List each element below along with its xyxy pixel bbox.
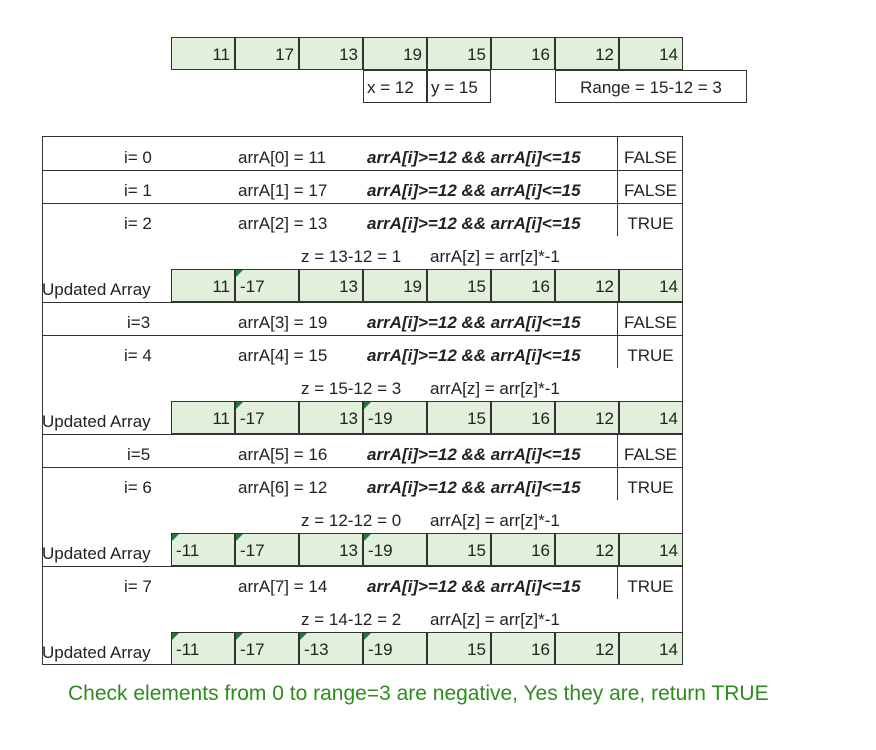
array-cell: 14	[619, 37, 683, 70]
x-value-box: x = 12	[363, 70, 427, 103]
condition-text: arrA[i]>=12 && arrA[i]<=15	[367, 445, 581, 464]
negate-assignment: arrA[z] = arr[z]*-1	[430, 247, 560, 266]
array-cell: 12	[555, 401, 619, 434]
array-cell: 14	[619, 401, 683, 434]
result-value: TRUE	[627, 577, 674, 596]
iteration-label: i= 1	[124, 181, 152, 200]
result-value: FALSE	[624, 445, 677, 464]
array-cell-negated: -13	[299, 632, 363, 665]
condition-text: arrA[i]>=12 && arrA[i]<=15	[367, 313, 581, 332]
condition-text: arrA[i]>=12 && arrA[i]<=15	[367, 214, 581, 233]
iteration-label: i= 6	[124, 478, 152, 497]
negate-assignment: arrA[z] = arr[z]*-1	[430, 511, 560, 530]
array-cell: 16	[491, 269, 555, 302]
array-cell: 13	[299, 269, 363, 302]
result-value: TRUE	[627, 214, 674, 233]
array-cell-negated: -17	[235, 401, 299, 434]
array-cell-negated: -17	[235, 269, 299, 302]
array-cell: 16	[491, 533, 555, 566]
array-cell: 12	[555, 269, 619, 302]
result-value: FALSE	[624, 181, 677, 200]
negate-assignment: arrA[z] = arr[z]*-1	[430, 379, 560, 398]
array-cell: 19	[363, 269, 427, 302]
array-cell-negated: -19	[363, 401, 427, 434]
conclusion-text: Check elements from 0 to range=3 are negative, Yes they are, return TRUE	[68, 682, 769, 705]
array-cell: 13	[299, 533, 363, 566]
array-cell: 17	[235, 37, 299, 70]
array-cell: 11	[171, 37, 235, 70]
z-calc: z = 14-12 = 2	[301, 610, 402, 629]
element-expr: arrA[1] = 17	[238, 181, 328, 200]
condition-text: arrA[i]>=12 && arrA[i]<=15	[367, 181, 581, 200]
y-value-box: y = 15	[427, 70, 491, 103]
array-cell: 15	[427, 533, 491, 566]
z-calc: z = 13-12 = 1	[301, 247, 402, 266]
z-calc: z = 15-12 = 3	[301, 379, 402, 398]
array-cell: 12	[555, 632, 619, 665]
result-value: TRUE	[627, 478, 674, 497]
array-cell: 14	[619, 533, 683, 566]
array-cell: 15	[427, 269, 491, 302]
updated-array-label: Updated Array	[42, 412, 151, 431]
array-cell: 11	[171, 269, 235, 302]
element-expr: arrA[3] = 19	[238, 313, 328, 332]
iteration-label: i=3	[127, 313, 151, 332]
iteration-label: i= 7	[124, 577, 152, 596]
array-cell-negated: -17	[235, 632, 299, 665]
element-expr: arrA[7] = 14	[238, 577, 328, 596]
result-value: FALSE	[624, 148, 677, 167]
array-cell: 12	[555, 533, 619, 566]
updated-array-label: Updated Array	[42, 643, 151, 662]
iteration-label: i= 0	[124, 148, 152, 167]
array-cell: 13	[299, 401, 363, 434]
element-expr: arrA[6] = 12	[238, 478, 328, 497]
array-cell: 19	[363, 37, 427, 70]
element-expr: arrA[0] = 11	[238, 148, 327, 167]
array-cell-negated: -11	[171, 533, 235, 566]
range-box: Range = 15-12 = 3	[555, 70, 747, 103]
negate-assignment: arrA[z] = arr[z]*-1	[430, 610, 560, 629]
updated-array-label: Updated Array	[42, 280, 151, 299]
array-cell: 15	[427, 401, 491, 434]
array-cell-negated: -19	[363, 533, 427, 566]
array-cell: 14	[619, 632, 683, 665]
element-expr: arrA[4] = 15	[238, 346, 328, 365]
array-cell: 16	[491, 632, 555, 665]
array-cell: 15	[427, 632, 491, 665]
iteration-label: i=5	[127, 445, 151, 464]
condition-text: arrA[i]>=12 && arrA[i]<=15	[367, 346, 581, 365]
result-value: TRUE	[627, 346, 674, 365]
element-expr: arrA[2] = 13	[238, 214, 328, 233]
array-cell-negated: -17	[235, 533, 299, 566]
iteration-label: i= 2	[124, 214, 152, 233]
updated-array-label: Updated Array	[42, 544, 151, 563]
array-cell-negated: -19	[363, 632, 427, 665]
array-cell-negated: -11	[171, 632, 235, 665]
result-value: FALSE	[624, 313, 677, 332]
array-cell: 13	[299, 37, 363, 70]
condition-text: arrA[i]>=12 && arrA[i]<=15	[367, 478, 581, 497]
iteration-label: i= 4	[124, 346, 152, 365]
array-cell: 12	[555, 37, 619, 70]
array-cell: 16	[491, 401, 555, 434]
array-cell: 14	[619, 269, 683, 302]
condition-text: arrA[i]>=12 && arrA[i]<=15	[367, 577, 581, 596]
array-cell: 15	[427, 37, 491, 70]
array-cell: 16	[491, 37, 555, 70]
element-expr: arrA[5] = 16	[238, 445, 328, 464]
array-cell: 11	[171, 401, 235, 434]
condition-text: arrA[i]>=12 && arrA[i]<=15	[367, 148, 581, 167]
z-calc: z = 12-12 = 0	[301, 511, 402, 530]
